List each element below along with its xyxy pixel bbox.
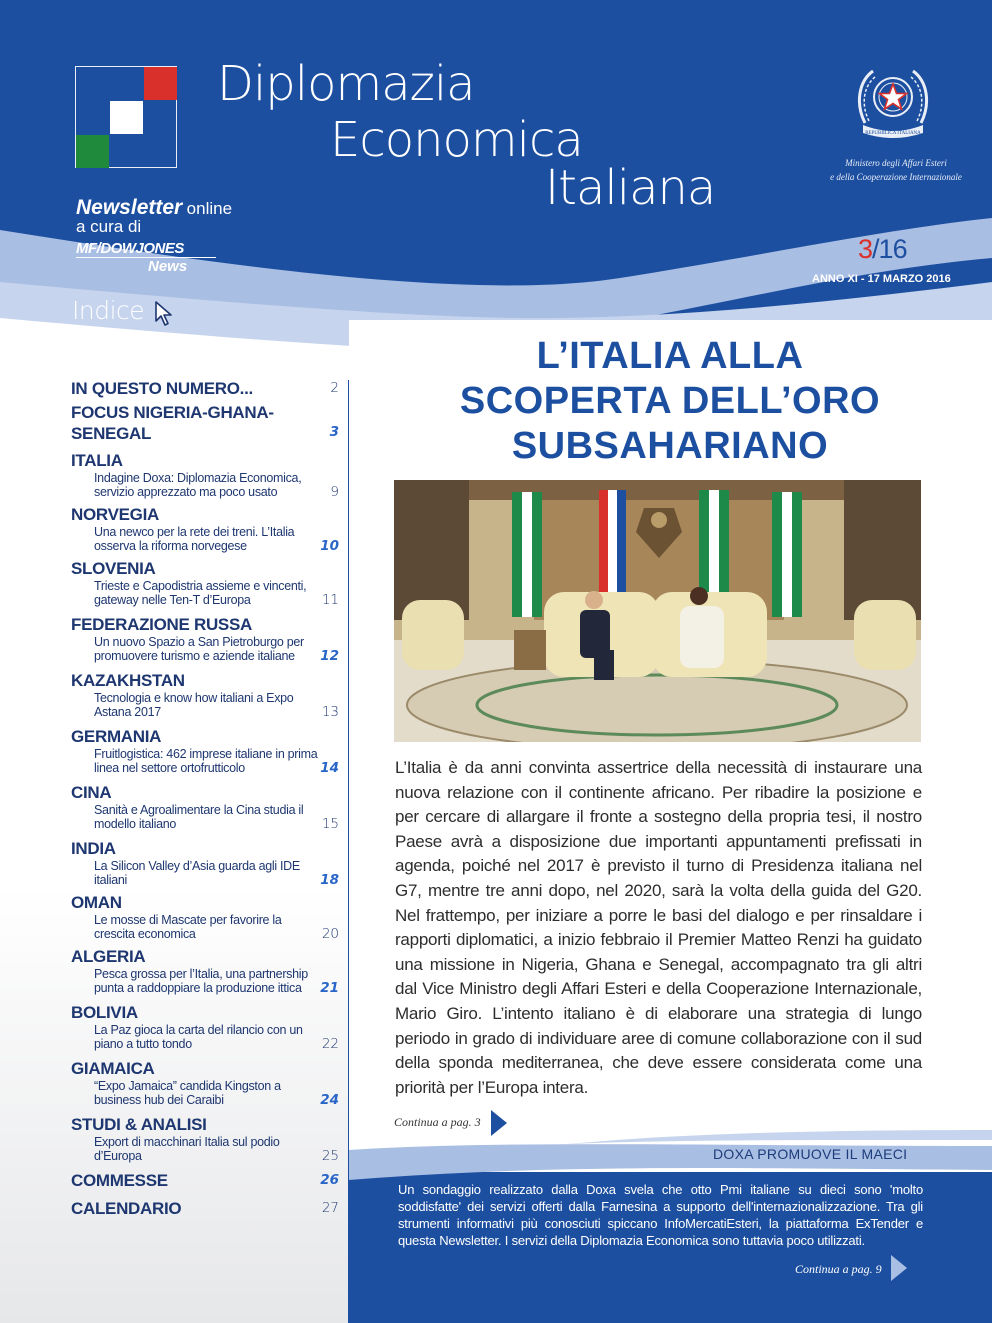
- toc-item-description: Le mosse di Mascate per favorire la crescita economica: [94, 913, 282, 941]
- ministry-label: [820, 156, 972, 184]
- continue-arrow-icon[interactable]: [889, 1253, 909, 1283]
- toc-item-description: La Silicon Valley d’Asia guarda agli IDE italiani: [94, 859, 300, 887]
- toc-item-page: 26: [320, 1172, 339, 1188]
- brand-logo: [75, 66, 177, 168]
- issue-slash: /: [872, 234, 879, 264]
- lead-photo: [394, 480, 921, 742]
- toc-item-title: OMAN: [71, 893, 122, 912]
- toc-item[interactable]: [71, 378, 339, 402]
- toc-item[interactable]: [71, 892, 339, 946]
- issue-date: ANNO XI - 17 MARZO 2016: [812, 273, 951, 285]
- toc-item[interactable]: [71, 450, 339, 504]
- toc-item-title: CINA: [71, 783, 112, 802]
- toc-item[interactable]: [71, 946, 339, 1002]
- toc-item-description: Sanità e Agroalimentare la Cina studia il modello italiano: [94, 803, 304, 831]
- toc-item-page: 10: [320, 538, 339, 554]
- publisher-main: MF/DOWJONES: [76, 240, 216, 258]
- ministry-line2: e della Cooperazione Internazionale: [830, 172, 962, 182]
- newsletter-online: online: [186, 199, 233, 218]
- logo-green-square: [76, 135, 109, 168]
- toc-item-title: INDIA: [71, 839, 116, 858]
- toc-item-page: 2: [330, 380, 339, 396]
- toc-item-page: 22: [321, 1036, 339, 1052]
- toc-item-title: FEDERAZIONE RUSSA: [71, 615, 252, 634]
- toc-item-title: BOLIVIA: [71, 1003, 138, 1022]
- toc-item-page: 20: [321, 926, 339, 942]
- toc-item-page: 15: [321, 816, 339, 832]
- toc-item-page: 24: [320, 1092, 339, 1108]
- toc-item-title: KAZAKHSTAN: [71, 671, 185, 690]
- headline-line1: L’ITALIA ALLA: [536, 335, 804, 377]
- toc-item-description: Un nuovo Spazio a San Pietroburgo per promuovere turismo e aziende italiane: [94, 635, 304, 663]
- headline: [360, 334, 980, 469]
- publisher-logo: [76, 240, 216, 275]
- doxa-title: DOXA PROMUOVE IL MAECI: [713, 1146, 908, 1162]
- toc-item-title: ITALIA: [71, 451, 123, 470]
- toc-item-title: IN QUESTO NUMERO...: [71, 379, 253, 398]
- toc-item-description: Pesca grossa per l’Italia, una partnership punta a raddoppiare la produzione ittica: [94, 967, 308, 995]
- toc-item-page: 13: [321, 704, 339, 720]
- republic-emblem-icon: [855, 63, 931, 143]
- masthead-title-line2: Economica: [330, 112, 583, 168]
- toc-item[interactable]: [71, 1114, 339, 1170]
- toc-item-description: Tecnologia e know how italiani a Expo Astana 2017: [94, 691, 294, 719]
- table-of-contents: [71, 378, 339, 1226]
- toc-item-title: NORVEGIA: [71, 505, 159, 524]
- doxa-body: Un sondaggio realizzato dalla Doxa svela che otto Pmi italiane su dieci sono 'molto soddisfatte' dei servizi offerti dalla Farnesina a supporto dell'internazionalizzazione. Tra gli strumenti informativi più conosciuti spiccano InfoMercatiEsteri, la piattaforma ExTender e questa Newsletter. I servizi della Diplomazia Economica sono tuttavia poco utilizzati.: [398, 1182, 923, 1248]
- toc-item-title: STUDI & ANALISI: [71, 1115, 207, 1134]
- newsletter-main: Newsletter: [76, 196, 183, 219]
- toc-item-description: “Expo Jamaica” candida Kingston a business hub dei Caraibi: [94, 1079, 281, 1107]
- toc-item-page: 3: [329, 424, 339, 440]
- toc-item-description: Export di macchinari Italia sul podio d’Europa: [94, 1135, 280, 1163]
- article-body: L’Italia è da anni convinta assertrice della necessità di instaurare una nuova relazione con il continente africano. Per ribadire la posizione e per cercare di allargare il fronte a sostegno della propria tesi, il nostro Paese avrà a disposizione due importanti appuntamenti prefissati in agenda, poiché nel 2017 è previsto il turno di Presidenza italiana nel G7, mentre tre anni dopo, nel 2020, sarà la volta della guida del G20. Nel frattempo, per iniziare a porre le basi del dialogo e per rinsaldare i rapporti diplomatici, a inizio febbraio il Premier Matteo Renzi ha guidato una missione in Nigeria, Ghana e Senegal, accompagnato tra gli altri dal Vice Ministro degli Affari Esteri e della Cooperazione Internazionale, Mario Giro. L’intento italiano è di elaborare una strategia di lungo periodo in grado di individuare aree di comune collaborazione con il sud della sponda mediterranea, che deve essere considerata come una priorità per l’Europa intera.: [395, 758, 922, 1097]
- ministry-line1: Ministero degli Affari Esteri: [845, 158, 947, 168]
- toc-item[interactable]: [71, 726, 339, 782]
- toc-item[interactable]: [71, 1198, 339, 1226]
- continua-link-pag3[interactable]: Continua a pag. 3: [394, 1115, 481, 1129]
- issue-number-value: 3: [858, 234, 873, 264]
- toc-item-title: GIAMAICA: [71, 1059, 155, 1078]
- toc-item-title: SLOVENIA: [71, 559, 156, 578]
- toc-item-title: GERMANIA: [71, 727, 162, 746]
- toc-item[interactable]: [71, 1170, 339, 1198]
- toc-item-page: 12: [320, 648, 339, 664]
- toc-item-title: ALGERIA: [71, 947, 146, 966]
- toc-item[interactable]: [71, 1002, 339, 1058]
- toc-item[interactable]: [71, 838, 339, 892]
- publisher-news: News: [148, 258, 188, 275]
- toc-item[interactable]: [71, 1058, 339, 1114]
- newsletter-cura: a cura di: [76, 217, 142, 236]
- issue-number: [858, 234, 958, 265]
- toc-item-description: Una newco per la rete dei treni. L’Italia osserva la riforma norvegese: [94, 525, 295, 553]
- toc-item[interactable]: [71, 670, 339, 726]
- newsletter-label: [76, 196, 232, 237]
- toc-item-page: 21: [320, 980, 339, 996]
- issue-year: 16: [878, 234, 907, 264]
- toc-item[interactable]: [71, 504, 339, 558]
- toc-item-description: Fruitlogistica: 462 imprese italiane in prima linea nel settore ortofrutticolo: [94, 747, 318, 775]
- headline-line3: SUBSAHARIANO: [511, 425, 829, 467]
- toc-item[interactable]: [71, 614, 339, 670]
- continua-link-pag9[interactable]: Continua a pag. 9: [795, 1262, 882, 1276]
- toc-item-title: FOCUS NIGERIA-GHANA-SENEGAL: [71, 403, 274, 443]
- toc-item-description: La Paz gioca la carta del rilancio con un piano a tutto tondo: [94, 1023, 303, 1051]
- toc-item-page: 27: [321, 1200, 339, 1216]
- toc-item[interactable]: [71, 402, 339, 450]
- toc-item-page: 25: [321, 1148, 339, 1164]
- lead-photo-illustration: [394, 480, 921, 742]
- toc-item-title: CALENDARIO: [71, 1199, 182, 1218]
- masthead-title-line1: Diplomazia: [217, 56, 475, 112]
- toc-item-page: 14: [320, 760, 339, 776]
- cursor-arrow-icon: [154, 300, 176, 328]
- headline-line2: SCOPERTA DELL’ORO: [459, 380, 881, 422]
- toc-item-page: 11: [321, 592, 339, 608]
- masthead-title-line3: Italiana: [545, 160, 716, 216]
- toc-item-description: Indagine Doxa: Diplomazia Economica, servizio apprezzato ma poco usato: [94, 471, 302, 499]
- toc-item[interactable]: [71, 782, 339, 838]
- toc-item-title: COMMESSE: [71, 1171, 168, 1190]
- indice-link[interactable]: Indice: [72, 296, 145, 325]
- logo-white-square: [110, 101, 143, 134]
- emblem-ribbon-text: REPUBBLICA ITALIANA: [865, 131, 921, 136]
- toc-item-description: Trieste e Capodistria assieme e vincenti, gateway nelle Ten-T d’Europa: [94, 579, 307, 607]
- toc-item[interactable]: [71, 558, 339, 614]
- logo-red-square: [144, 67, 177, 100]
- toc-item-page: 9: [330, 484, 339, 500]
- toc-item-page: 18: [320, 872, 339, 888]
